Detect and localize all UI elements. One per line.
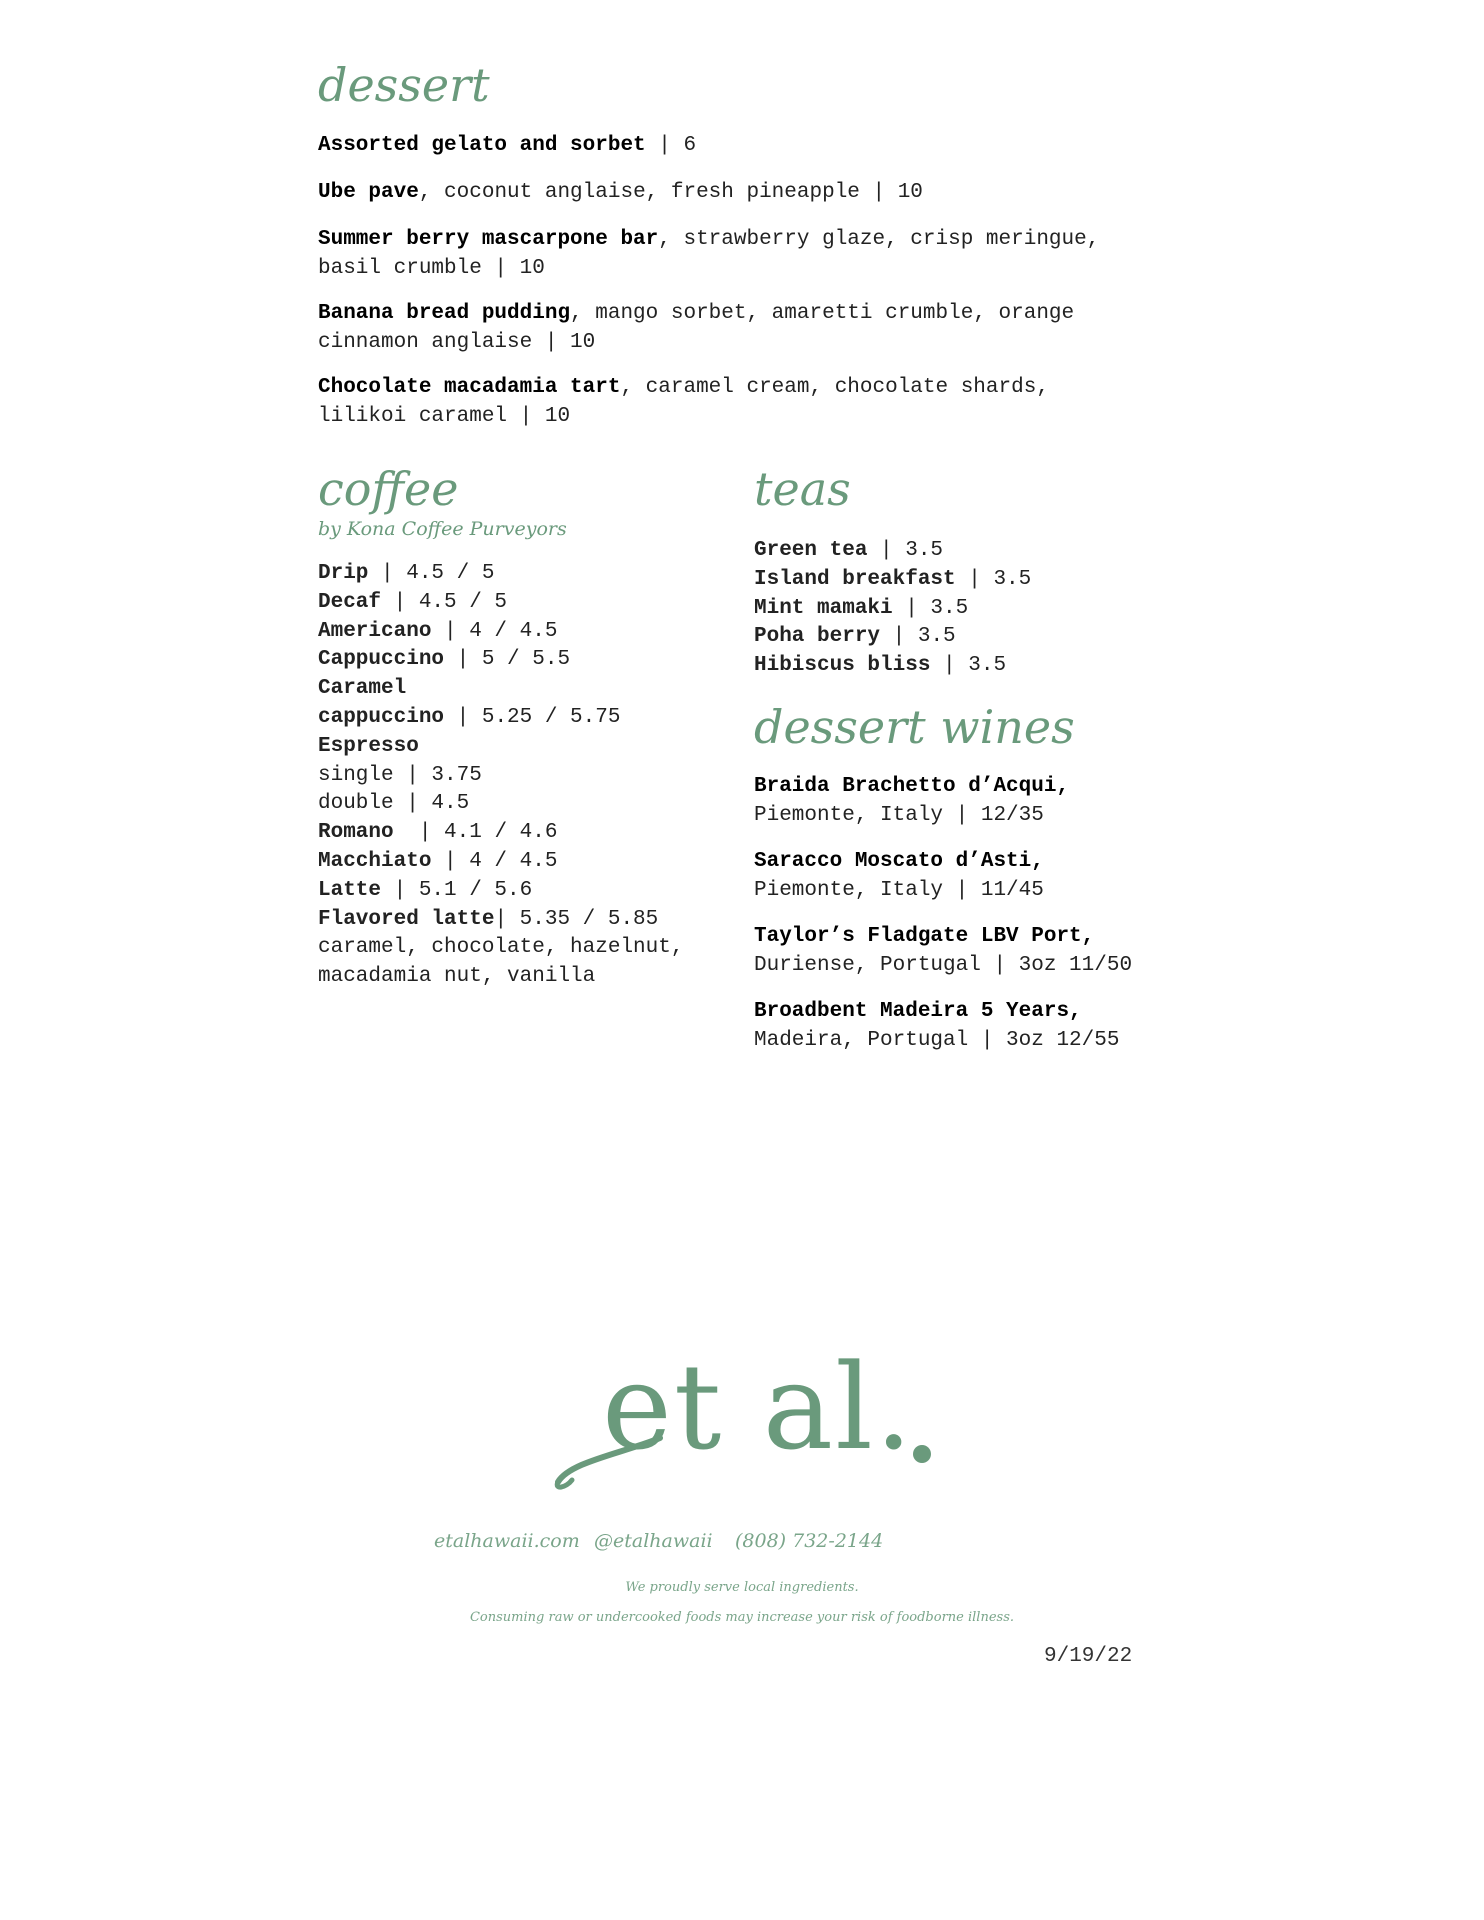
dessert-wines-heading: dessert wines <box>754 700 1075 754</box>
dessert-item: Banana bread pudding, mango sorbet, amaretti crumble, orange cinnamon anglaise | 10 <box>318 302 1075 354</box>
coffee-line: double | 4.5 <box>318 792 470 816</box>
wine-item: Saracco Moscato d’Asti, Piemonte, Italy | 11/45 <box>754 850 1044 902</box>
wine-item: Taylor’s Fladgate LBV Port, Duriense, Portugal | 3oz 11/50 <box>754 925 1133 977</box>
coffee-line: Americano | 4 / 4.5 <box>318 619 558 643</box>
coffee-line: single | 3.75 <box>318 763 482 787</box>
phone-number[interactable]: (808) 732-2144 <box>735 1530 884 1552</box>
social-handle[interactable]: @etalhawaii <box>594 1530 713 1552</box>
tea-line: Poha berry | 3.5 <box>754 625 956 649</box>
coffee-line: Latte | 5.1 / 5.6 <box>318 878 533 902</box>
local-ingredients-note: We proudly serve local ingredients. <box>625 1580 859 1595</box>
coffee-line: caramel, chocolate, hazelnut, <box>318 936 684 960</box>
coffee-line: Drip | 4.5 / 5 <box>318 562 495 585</box>
tea-line: Green tea | 3.5 <box>754 539 944 562</box>
coffee-line: macadamia nut, vanilla <box>318 965 596 989</box>
food-safety-note: Consuming raw or undercooked foods may increase your risk of foodborne illness. <box>469 1610 1015 1625</box>
coffee-heading: coffee <box>318 462 459 516</box>
dessert-item: Assorted gelato and sorbet | 6 <box>318 134 697 157</box>
coffee-line: cappuccino | 5.25 / 5.75 <box>318 705 621 729</box>
teas-heading: teas <box>754 462 851 516</box>
tea-line: Island breakfast | 3.5 <box>754 567 1032 591</box>
coffee-subheading: by Kona Coffee Purveyors <box>318 518 567 540</box>
dessert-heading: dessert <box>318 58 490 112</box>
coffee-line: Espresso <box>318 734 419 758</box>
tea-line: Hibiscus bliss | 3.5 <box>754 654 1007 678</box>
coffee-line: Cappuccino | 5 / 5.5 <box>318 648 571 672</box>
dessert-item: Chocolate macadamia tart, caramel cream, chocolate shards, lilikoi caramel | 10 <box>318 376 1049 428</box>
coffee-line: Flavored latte| 5.35 / 5.85 <box>318 907 659 931</box>
coffee-line: Macchiato | 4 / 4.5 <box>318 849 558 873</box>
coffee-line: Decaf | 4.5 / 5 <box>318 590 508 614</box>
dessert-item: Summer berry mascarpone bar, strawberry glaze, crisp meringue, basil crumble | 10 <box>318 228 1100 280</box>
coffee-line: Caramel <box>318 677 407 701</box>
website-link[interactable]: etalhawaii.com <box>434 1530 580 1552</box>
wine-item: Broadbent Madeira 5 Years, Madeira, Portugal | 3oz 12/55 <box>754 1000 1120 1052</box>
tea-line: Mint mamaki | 3.5 <box>754 596 969 620</box>
coffee-list <box>318 560 738 992</box>
wine-item: Braida Brachetto d’Acqui, Piemonte, Italy | 12/35 <box>754 775 1070 827</box>
logo <box>550 1338 940 1500</box>
dessert-item: Ube pave, coconut anglaise, fresh pineapple | 10 <box>318 181 923 204</box>
coffee-line: Romano | 4.1 / 4.6 <box>318 821 558 845</box>
teas-list <box>754 537 1174 681</box>
menu-date: 9/19/22 <box>1044 1645 1133 1668</box>
logo-text: et al. <box>602 1338 915 1476</box>
